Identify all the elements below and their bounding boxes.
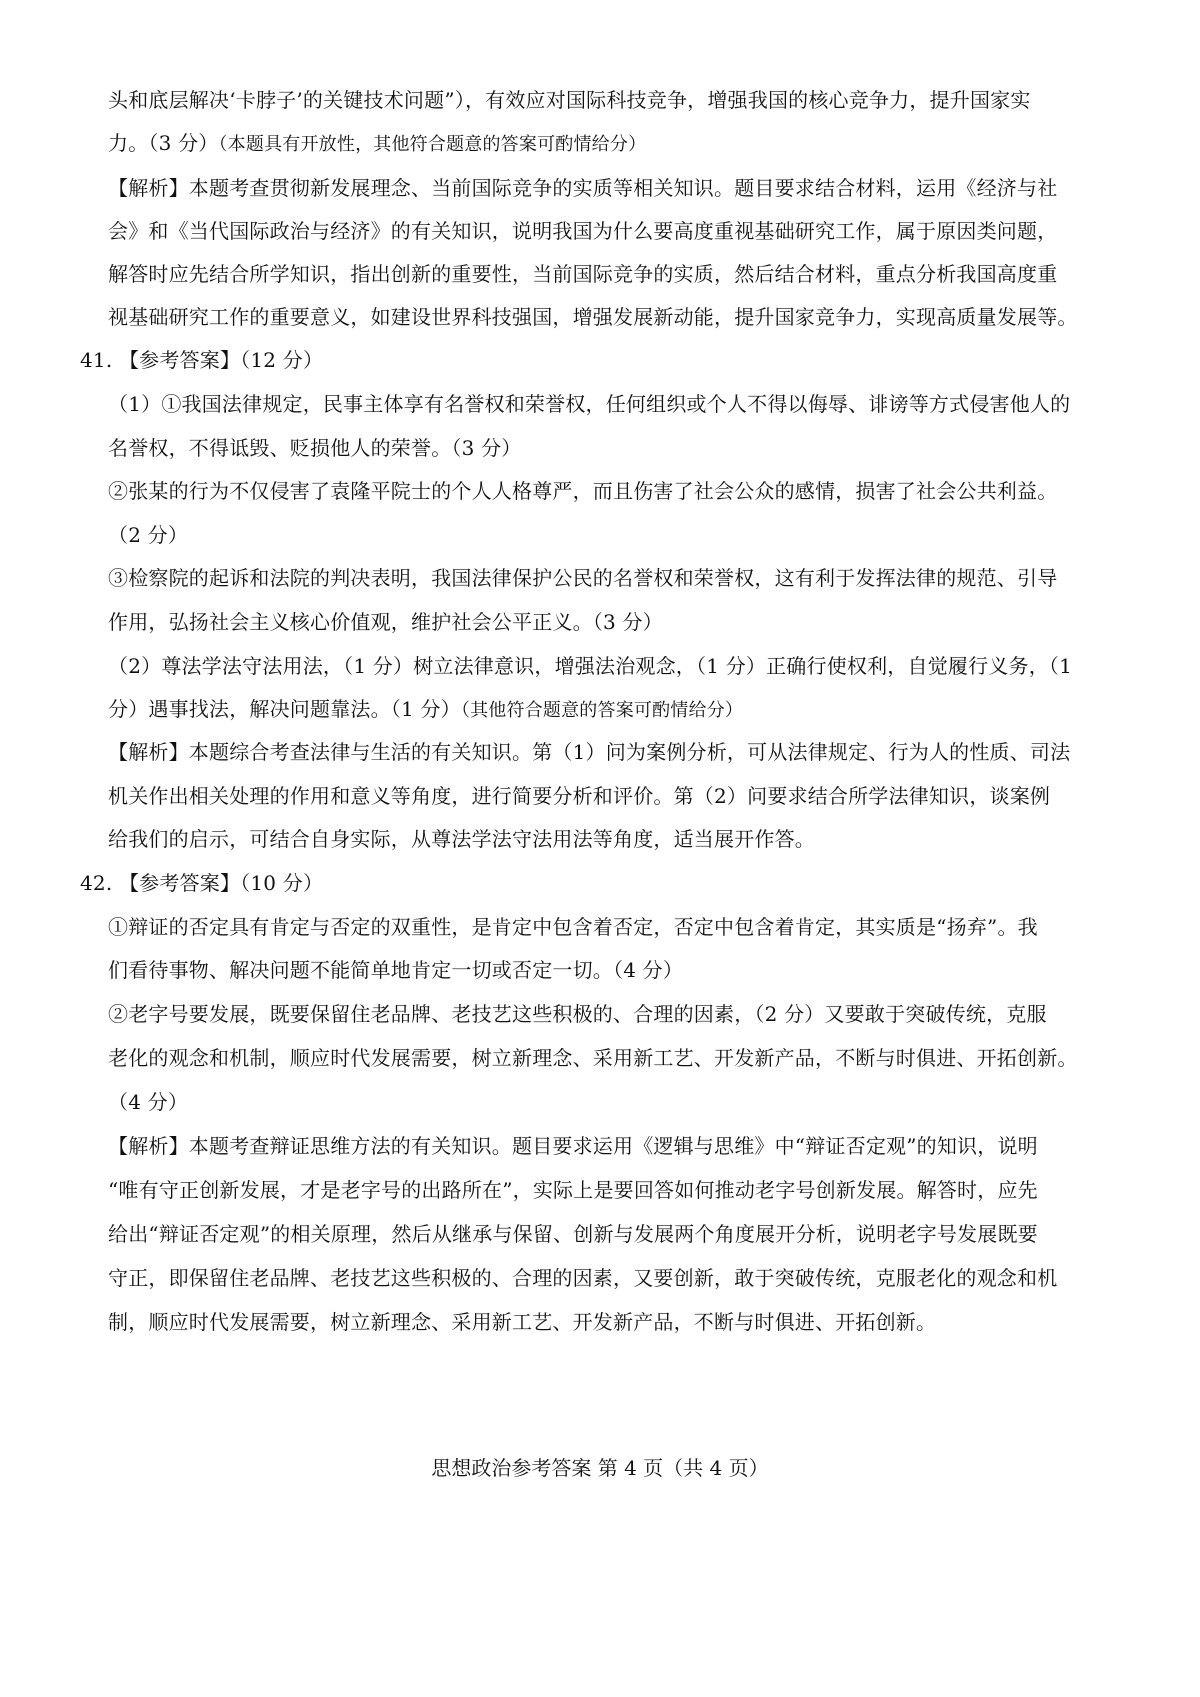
text-line: 名誉权，不得诋毁、贬损他人的荣誉。（3 分） bbox=[108, 436, 522, 460]
grading-note: （其他符合题意的答案可酌情给分） bbox=[460, 700, 744, 721]
text-line: （1）①我国法律规定，民事主体享有名誉权和荣誉权，任何组织或个人不得以侮辱、诽谤等方式侵害他人的 bbox=[108, 392, 1071, 416]
text-line: 机关作出相关处理的作用和意义等角度，进行简要分析和评价。第（2）问要求结合所学法律知识，谈案例 bbox=[108, 784, 1051, 808]
question-heading-41: 41. 【参考答案】（12 分） bbox=[80, 348, 324, 372]
text-line: （2）尊法学法守法用法，（1 分）树立法律意识，增强法治观念，（1 分）正确行使权利，自觉履行义务，（1 bbox=[108, 654, 1073, 678]
text-line: 给出“辩证否定观”的相关原理，然后从继承与保留、创新与发展两个角度展开分析，说明老字号发展既要 bbox=[108, 1222, 1038, 1246]
text-line: 视基础研究工作的重要意义，如建设世界科技强国，增强发展新动能，提升国家竞争力，实现高质量发展等。 bbox=[108, 305, 1078, 329]
text-segment: 力。（3 分） bbox=[108, 131, 219, 155]
analysis-line: 【解析】本题综合考查法律与生活的有关知识。第（1）问为案例分析，可从法律规定、行为人的性质、司法 bbox=[108, 740, 1071, 764]
text-line bbox=[108, 128, 646, 160]
page-footer: 思想政治参考答案 第 4 页（共 4 页） bbox=[431, 1456, 769, 1480]
text-line bbox=[108, 694, 743, 726]
text-line: ③检察院的起诉和法院的判决表明，我国法律保护公民的名誉权和荣誉权，这有利于发挥法律的规范、引导 bbox=[108, 566, 1058, 590]
text-line: 老化的观念和机制，顺应时代发展需要，树立新理念、采用新工艺、开发新产品，不断与时俱进、开拓创新。 bbox=[108, 1046, 1078, 1070]
text-line: 们看待事物、解决问题不能简单地肯定一切或否定一切。（4 分） bbox=[108, 958, 684, 982]
text-line: 守正，即保留住老品牌、老技艺这些积极的、合理的因素，又要创新，敢于突破传统，克服老化的观念和机 bbox=[108, 1266, 1058, 1290]
text-line: 作用，弘扬社会主义核心价值观，维护社会公平正义。（3 分） bbox=[108, 610, 663, 634]
text-line: 会》和《当代国际政治与经济》的有关知识，说明我国为什么要高度重视基础研究工作，属于原因类问题， bbox=[108, 219, 1058, 243]
text-line: ①辩证的否定具有肯定与否定的双重性，是肯定中包含着否定，否定中包含着肯定，其实质是“扬弃”。我 bbox=[108, 915, 1038, 939]
text-line: 给我们的启示，可结合自身实际，从尊法学法守法用法等角度，适当展开作答。 bbox=[108, 827, 815, 851]
text-line: （4 分） bbox=[108, 1090, 189, 1114]
text-line: 解答时应先结合所学知识，指出创新的重要性，当前国际竞争的实质，然后结合材料，重点分析我国高度重 bbox=[108, 262, 1058, 286]
text-line: ②老字号要发展，既要保留住老品牌、老技艺这些积极的、合理的因素，（2 分）又要敢于突破传统，克服 bbox=[108, 1002, 1047, 1026]
text-segment: 分）遇事找法，解决问题靠法。（1 分） bbox=[108, 697, 461, 721]
text-line: 头和底层解决‘卡脖子’的关键技术问题”），有效应对国际科技竞争，增强我国的核心竞争力，提升国家实 bbox=[108, 88, 1031, 112]
text-line: ②张某的行为不仅侵害了袁隆平院士的个人人格尊严，而且伤害了社会公众的感情，损害了社会公共利益。 bbox=[108, 479, 1058, 503]
text-line: “唯有守正创新发展，才是老字号的出路所在”，实际上是要回答如何推动老字号创新发展。解答时，应先 bbox=[108, 1178, 1038, 1202]
analysis-line: 【解析】本题考查辩证思维方法的有关知识。题目要求运用《逻辑与思维》中“辩证否定观”的知识，说明 bbox=[108, 1134, 1038, 1158]
grading-note: （本题具有开放性，其他符合题意的答案可酌情给分） bbox=[218, 134, 647, 155]
text-line: （2 分） bbox=[108, 523, 189, 547]
text-line: 制，顺应时代发展需要，树立新理念、采用新工艺、开发新产品，不断与时俱进、开拓创新。 bbox=[108, 1310, 937, 1334]
analysis-line: 【解析】本题考查贯彻新发展理念、当前国际竞争的实质等相关知识。题目要求结合材料，运用《经济与社 bbox=[108, 176, 1058, 200]
question-heading-42: 42. 【参考答案】（10 分） bbox=[80, 871, 324, 895]
